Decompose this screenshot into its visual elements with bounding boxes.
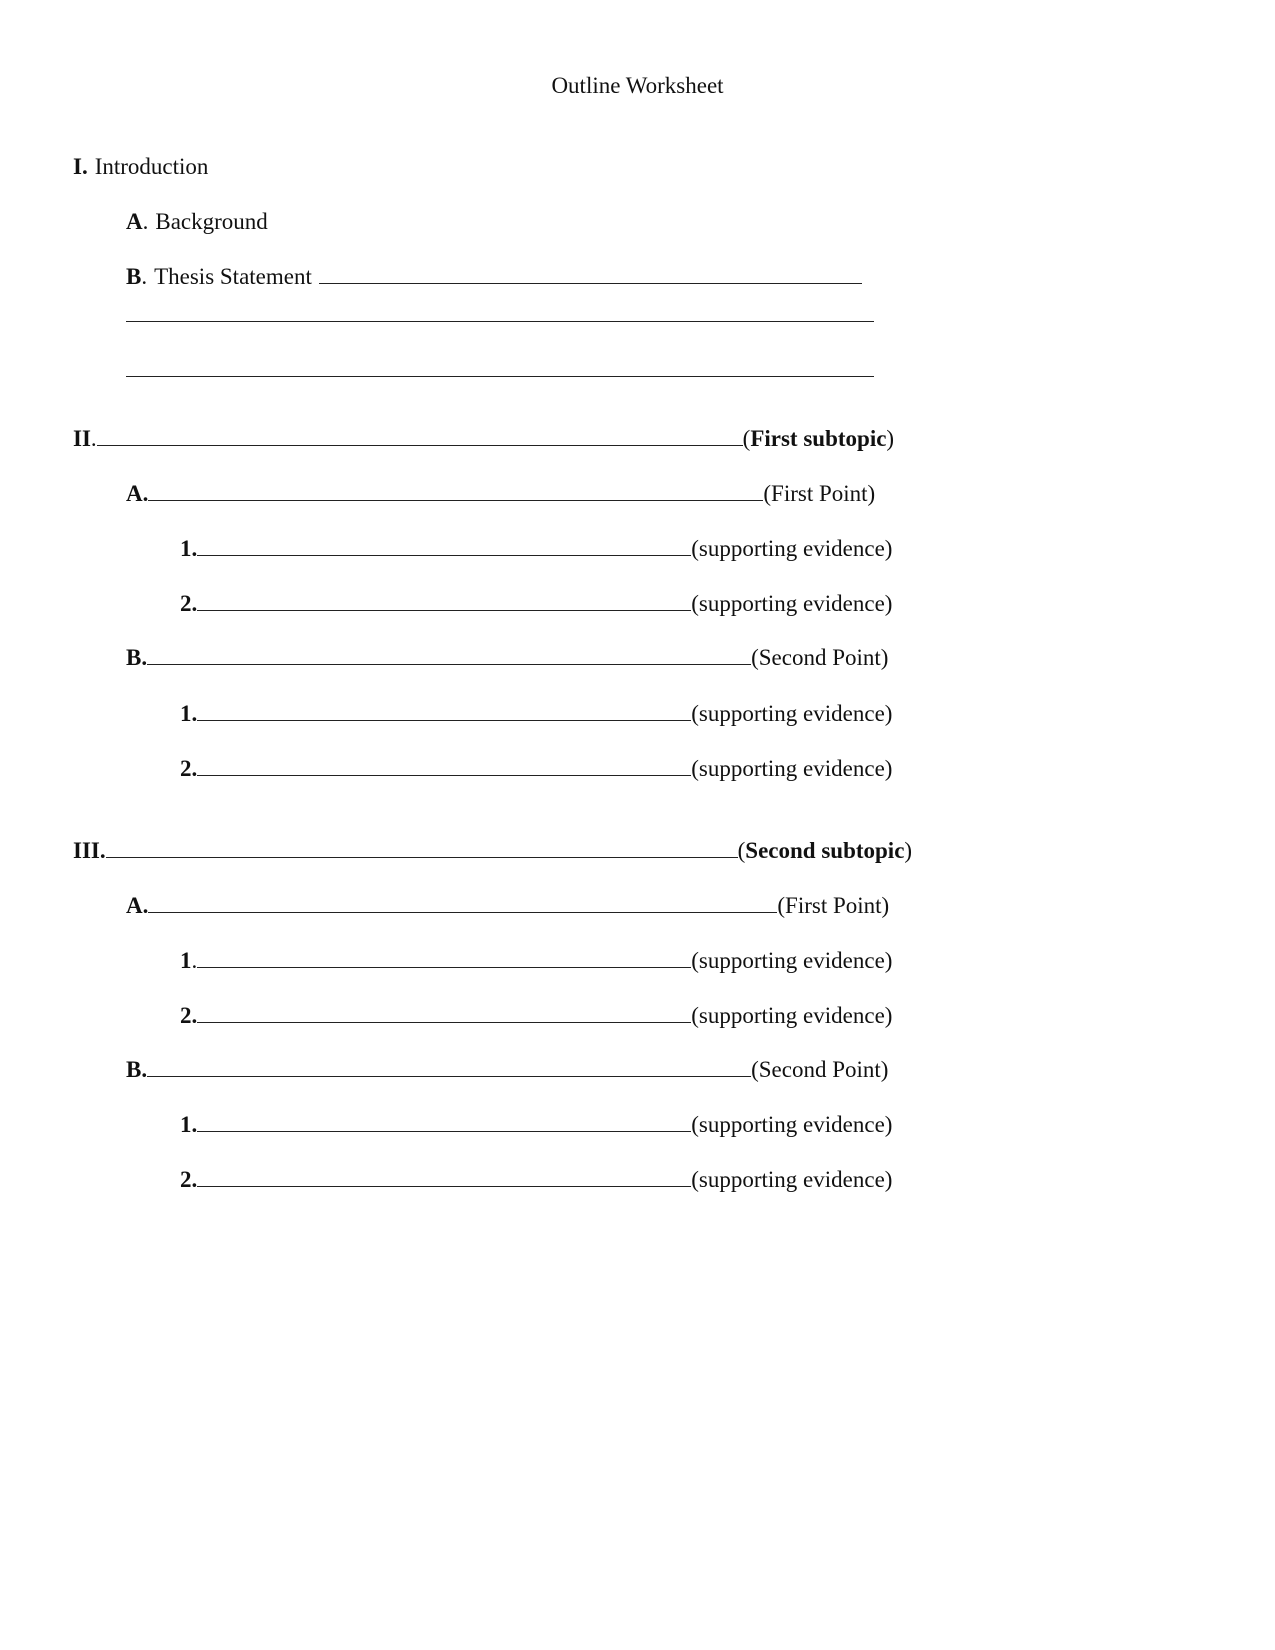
evidence-marker: 1. — [180, 701, 198, 726]
section-numeral: I. — [73, 154, 88, 179]
section-dot: . — [90, 426, 97, 451]
evidence-row — [180, 699, 892, 729]
subtopic-hint: First subtopic — [750, 426, 887, 451]
evidence-row — [180, 1001, 892, 1031]
point-hint: (First Point) — [763, 481, 876, 506]
evidence-row — [180, 534, 892, 564]
subtopic-hint: Second subtopic — [745, 838, 905, 863]
section-first-subtopic — [73, 424, 894, 454]
point-hint: (Second Point) — [751, 1057, 889, 1082]
section-numeral: II — [73, 426, 91, 451]
intro-background — [126, 207, 268, 237]
evidence-hint: (supporting evidence) — [691, 591, 893, 616]
evidence-marker: 2. — [180, 756, 198, 781]
point-row — [126, 643, 888, 673]
evidence-row — [180, 1110, 892, 1140]
evidence-marker: 1. — [180, 536, 198, 561]
evidence-hint: (supporting evidence) — [691, 1167, 893, 1192]
item-label: Background — [155, 209, 268, 234]
thesis-blank-line[interactable] — [319, 282, 862, 284]
point-row — [126, 1055, 888, 1085]
section-numeral: III. — [73, 838, 106, 863]
evidence-blank-line[interactable] — [197, 719, 691, 721]
evidence-row — [180, 1165, 892, 1195]
point-row — [126, 479, 875, 509]
evidence-row — [180, 754, 892, 784]
subtopic-blank-line[interactable] — [106, 856, 738, 858]
evidence-marker: 2. — [180, 1167, 198, 1192]
hint-open-paren: ( — [737, 838, 746, 863]
evidence-hint: (supporting evidence) — [691, 701, 893, 726]
evidence-row — [180, 589, 892, 619]
evidence-marker: 1. — [180, 1112, 198, 1137]
point-blank-line[interactable] — [147, 663, 751, 665]
hint-open-paren: ( — [742, 426, 751, 451]
evidence-blank-line[interactable] — [197, 1021, 691, 1023]
point-row — [126, 891, 889, 921]
evidence-hint: (supporting evidence) — [691, 1112, 893, 1137]
item-dot: . — [142, 209, 149, 234]
point-hint: (First Point) — [777, 893, 890, 918]
evidence-blank-line[interactable] — [197, 1130, 691, 1132]
item-marker: A — [126, 209, 143, 234]
point-blank-line[interactable] — [148, 911, 777, 913]
evidence-marker: 2. — [180, 591, 198, 616]
point-marker: A. — [126, 893, 149, 918]
hint-close-paren: ) — [886, 426, 895, 451]
point-hint: (Second Point) — [751, 645, 889, 670]
evidence-hint: (supporting evidence) — [691, 756, 893, 781]
section-label: Introduction — [94, 154, 209, 179]
evidence-hint: (supporting evidence) — [691, 948, 893, 973]
point-marker: B. — [126, 645, 148, 670]
worksheet-title: Outline Worksheet — [551, 73, 724, 98]
point-blank-line[interactable] — [147, 1075, 751, 1077]
evidence-hint: (supporting evidence) — [691, 1003, 893, 1028]
thesis-blank-line[interactable] — [126, 375, 874, 377]
point-marker: A. — [126, 481, 149, 506]
evidence-dot: . — [191, 948, 198, 973]
evidence-blank-line[interactable] — [197, 966, 691, 968]
item-label: Thesis Statement — [154, 264, 312, 289]
section-second-subtopic — [73, 836, 912, 866]
evidence-blank-line[interactable] — [197, 609, 691, 611]
subtopic-blank-line[interactable] — [97, 444, 743, 446]
item-marker: B — [126, 264, 142, 289]
evidence-blank-line[interactable] — [197, 1185, 691, 1187]
evidence-marker: 2. — [180, 1003, 198, 1028]
evidence-row — [180, 946, 892, 976]
evidence-hint: (supporting evidence) — [691, 536, 893, 561]
item-dot: . — [141, 264, 148, 289]
section-introduction — [73, 152, 208, 182]
evidence-marker: 1 — [180, 948, 192, 973]
evidence-blank-line[interactable] — [197, 774, 691, 776]
evidence-blank-line[interactable] — [197, 554, 691, 556]
hint-close-paren: ) — [904, 838, 913, 863]
intro-thesis — [126, 262, 862, 292]
point-marker: B. — [126, 1057, 148, 1082]
point-blank-line[interactable] — [148, 499, 763, 501]
thesis-blank-line[interactable] — [126, 320, 874, 322]
